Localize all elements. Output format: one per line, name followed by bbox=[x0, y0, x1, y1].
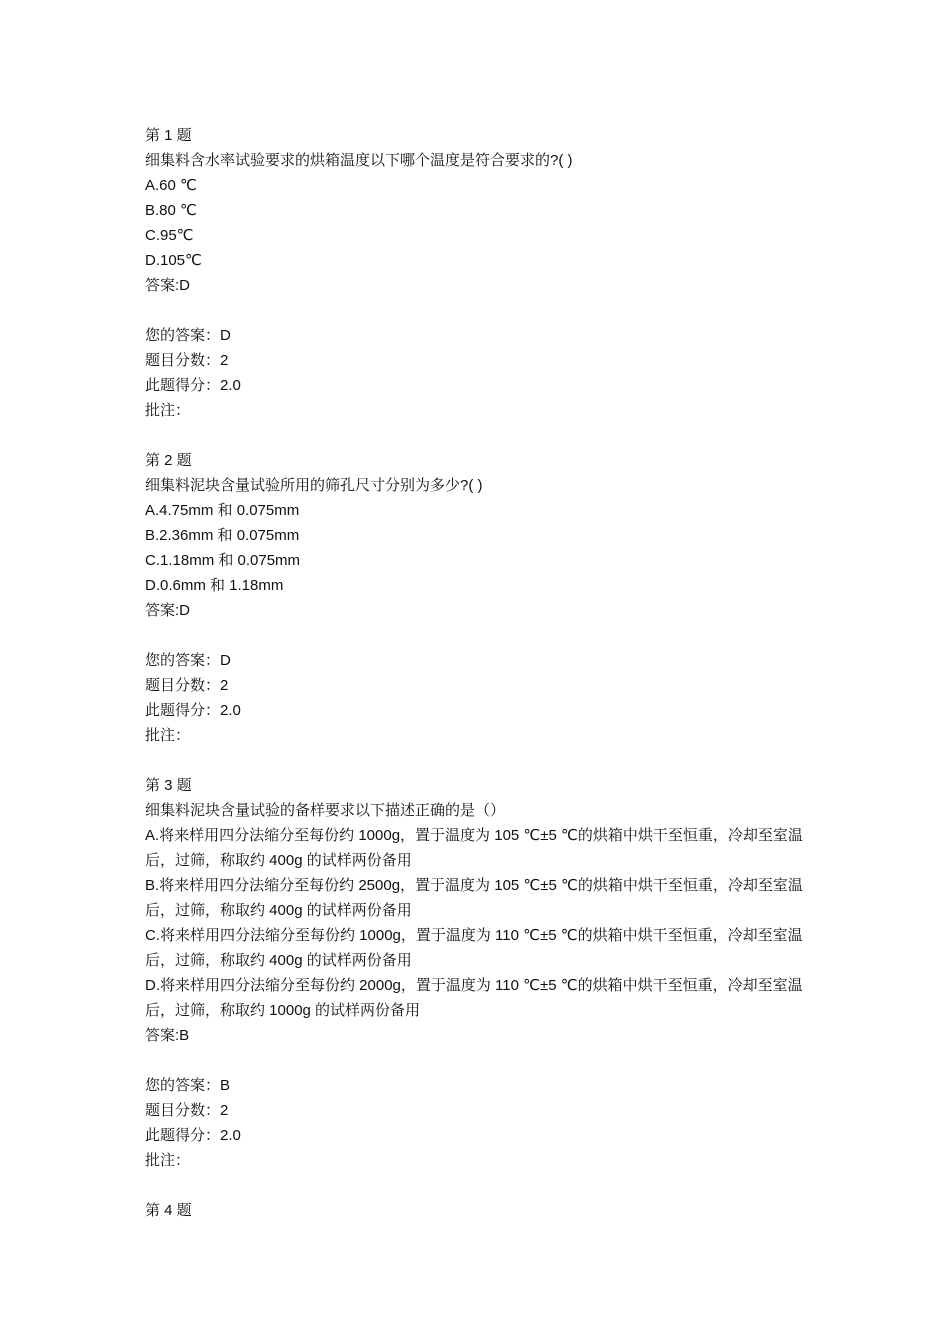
option-b: B.2.36mm 和 0.075mm bbox=[145, 527, 300, 544]
question-number: 第 1 题 bbox=[145, 127, 192, 144]
spacer bbox=[145, 1048, 810, 1073]
question-block-3 bbox=[145, 773, 810, 1198]
question-stem: 细集料含水率试验要求的烘箱温度以下哪个温度是符合要求的?( ) bbox=[145, 152, 573, 169]
question-block-2 bbox=[145, 448, 810, 773]
question-points: 题目分数：2 bbox=[145, 1102, 229, 1119]
option-a: A.4.75mm 和 0.075mm bbox=[145, 502, 300, 519]
option-c: C.95℃ bbox=[145, 227, 194, 244]
question-comment: 批注： bbox=[145, 402, 191, 419]
your-answer: 您的答案：D bbox=[145, 652, 231, 669]
correct-answer: 答案:D bbox=[145, 602, 191, 619]
option-d: D.0.6mm 和 1.18mm bbox=[145, 577, 284, 594]
spacer bbox=[145, 298, 810, 323]
option-d: D.105℃ bbox=[145, 252, 202, 269]
question-score: 此题得分：2.0 bbox=[145, 377, 241, 394]
question-block-1 bbox=[145, 123, 810, 448]
question-score: 此题得分：2.0 bbox=[145, 1127, 241, 1144]
option-a: A.将来样用四分法缩分至每份约 1000g，置于温度为 105 ℃±5 ℃的烘箱中烘干至恒重，冷却至室温后，过筛，称取约 400g 的试样两份备用 bbox=[145, 827, 803, 869]
question-score: 此题得分：2.0 bbox=[145, 702, 241, 719]
question-number: 第 2 题 bbox=[145, 452, 192, 469]
option-a: A.60 ℃ bbox=[145, 177, 197, 194]
your-answer: 您的答案：D bbox=[145, 327, 231, 344]
question-comment: 批注： bbox=[145, 727, 191, 744]
your-answer: 您的答案：B bbox=[145, 1077, 231, 1094]
spacer bbox=[145, 1173, 810, 1198]
option-b: B.将来样用四分法缩分至每份约 2500g，置于温度为 105 ℃±5 ℃的烘箱中烘干至恒重，冷却至室温后，过筛，称取约 400g 的试样两份备用 bbox=[145, 877, 803, 919]
spacer bbox=[145, 748, 810, 773]
question-comment: 批注： bbox=[145, 1152, 191, 1169]
question-points: 题目分数：2 bbox=[145, 352, 229, 369]
question-stem: 细集料泥块含量试验所用的筛孔尺寸分别为多少?( ) bbox=[145, 477, 483, 494]
correct-answer: 答案:B bbox=[145, 1027, 190, 1044]
correct-answer: 答案:D bbox=[145, 277, 191, 294]
option-d: D.将来样用四分法缩分至每份约 2000g，置于温度为 110 ℃±5 ℃的烘箱中烘干至恒重，冷却至室温后，过筛，称取约 1000g 的试样两份备用 bbox=[145, 977, 803, 1019]
spacer bbox=[145, 423, 810, 448]
document-page bbox=[145, 123, 810, 1223]
question-block-4 bbox=[145, 1198, 810, 1223]
spacer bbox=[145, 623, 810, 648]
question-points: 题目分数：2 bbox=[145, 677, 229, 694]
option-b: B.80 ℃ bbox=[145, 202, 197, 219]
option-c: C.1.18mm 和 0.075mm bbox=[145, 552, 301, 569]
question-number: 第 3 题 bbox=[145, 777, 192, 794]
question-number: 第 4 题 bbox=[145, 1202, 192, 1219]
option-c: C.将来样用四分法缩分至每份约 1000g，置于温度为 110 ℃±5 ℃的烘箱中烘干至恒重，冷却至室温后，过筛，称取约 400g 的试样两份备用 bbox=[145, 927, 803, 969]
question-stem: 细集料泥块含量试验的备样要求以下描述正确的是（） bbox=[145, 802, 506, 819]
